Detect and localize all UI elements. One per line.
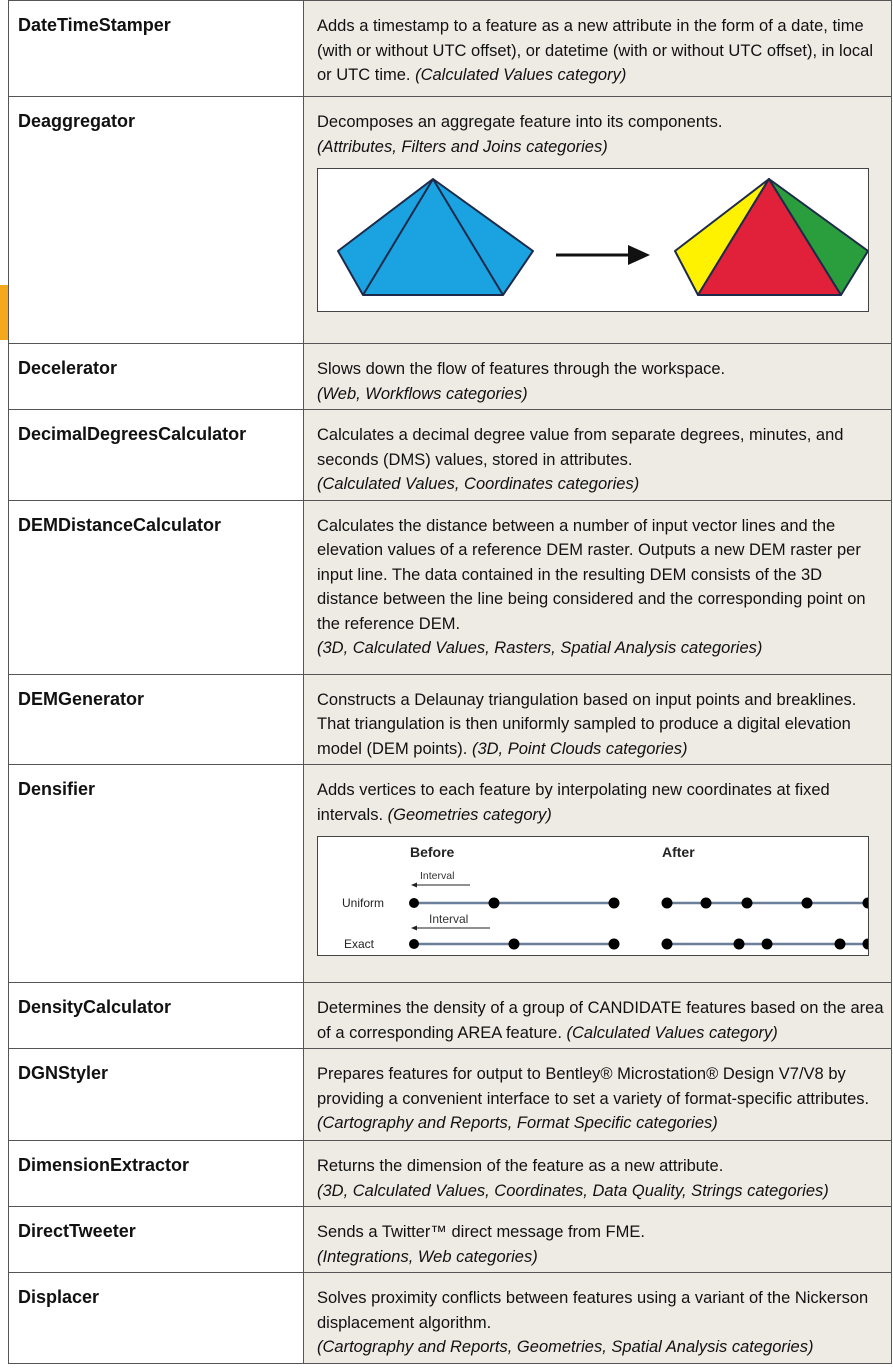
transformer-description bbox=[304, 674, 892, 765]
transformer-name: DEMDistanceCalculator bbox=[9, 500, 304, 674]
description-text: Constructs a Delaunay triangulation based on input points and breaklines. That triangulation is then uniformly sampled to produce a digital elevation model (DEM points). bbox=[317, 690, 857, 758]
densifier-figure bbox=[317, 836, 869, 956]
table-row bbox=[9, 1141, 892, 1207]
description-text: Calculates a decimal degree value from separate degrees, minutes, and seconds (DMS) values, stored in attributes. bbox=[317, 426, 844, 469]
description-text: Slows down the flow of features through the workspace. bbox=[317, 360, 726, 378]
category-text: (Web, Workflows categories) bbox=[317, 384, 528, 403]
transformer-name: DensityCalculator bbox=[9, 983, 304, 1049]
table-row bbox=[9, 500, 892, 674]
table-row bbox=[9, 97, 892, 344]
transformer-name: DimensionExtractor bbox=[9, 1141, 304, 1207]
table-row bbox=[9, 674, 892, 765]
transformer-description bbox=[304, 765, 892, 983]
transformer-name: Densifier bbox=[9, 765, 304, 983]
uniform-label: Uniform bbox=[342, 896, 385, 910]
description-text: Calculates the distance between a number of input vector lines and the elevation values of a reference DEM raster. Outputs a new DEM raster per input line. The data contained in the resulting DEM consists of the 3D distance between the line being considered and the corresponding point on the reference DEM. bbox=[317, 516, 866, 633]
transformer-description bbox=[304, 97, 892, 344]
category-text: (3D, Point Clouds categories) bbox=[471, 739, 688, 758]
transformer-description bbox=[304, 1, 892, 97]
transformer-name: DateTimeStamper bbox=[9, 1, 304, 97]
description-text: Decomposes an aggregate feature into its components. bbox=[317, 113, 723, 131]
transformer-name: DGNStyler bbox=[9, 1049, 304, 1141]
deaggregator-illustration bbox=[318, 169, 869, 311]
transformer-description bbox=[304, 1207, 892, 1273]
category-text: (Integrations, Web categories) bbox=[317, 1247, 538, 1266]
transformer-name: DecimalDegreesCalculator bbox=[9, 410, 304, 501]
deaggregator-figure bbox=[317, 168, 869, 312]
category-text: (Calculated Values, Coordinates categories) bbox=[317, 475, 640, 493]
section-tab-marker bbox=[0, 285, 8, 340]
category-text: (Calculated Values category) bbox=[566, 1023, 778, 1042]
colored-pyramid-shape bbox=[675, 179, 868, 295]
table-row bbox=[9, 410, 892, 501]
category-text: (3D, Calculated Values, Coordinates, Data Quality, Strings categories) bbox=[317, 1181, 829, 1200]
description-text: Prepares features for output to Bentley® Microstation® Design V7/V8 by providing a convenient interface to set a variety of format-specific attributes. bbox=[317, 1065, 870, 1108]
transformer-name: Decelerator bbox=[9, 344, 304, 410]
exact-after-line bbox=[662, 939, 870, 950]
category-text: (Attributes, Filters and Joins categories) bbox=[317, 137, 608, 156]
transformer-description bbox=[304, 1049, 892, 1141]
transformer-description bbox=[304, 410, 892, 501]
before-label: Before bbox=[410, 844, 455, 860]
description-text: Solves proximity conflicts between features using a variant of the Nickerson displacement algorithm. bbox=[317, 1289, 869, 1332]
interval-label: Interval bbox=[420, 870, 455, 882]
interval-arrow-icon bbox=[411, 883, 470, 888]
densifier-illustration bbox=[318, 837, 869, 955]
table-row bbox=[9, 1049, 892, 1141]
transformer-description bbox=[304, 344, 892, 410]
description-text: Sends a Twitter™ direct message from FME. bbox=[317, 1223, 645, 1241]
transformer-description bbox=[304, 500, 892, 674]
table-row bbox=[9, 1273, 892, 1364]
exact-label: Exact bbox=[344, 937, 375, 951]
interval-label: Interval bbox=[429, 912, 469, 926]
transformer-name: Displacer bbox=[9, 1273, 304, 1364]
transformer-description bbox=[304, 983, 892, 1049]
transformer-table bbox=[8, 0, 892, 1364]
table-row bbox=[9, 1207, 892, 1273]
blue-pyramid-shape bbox=[338, 179, 533, 295]
transformer-name: DEMGenerator bbox=[9, 674, 304, 765]
after-label: After bbox=[662, 844, 695, 860]
transformer-description bbox=[304, 1141, 892, 1207]
description-text: Determines the density of a group of CANDIDATE features based on the area of a corresponding AREA feature. bbox=[317, 999, 884, 1042]
uniform-after-line bbox=[662, 898, 870, 909]
arrow-right-icon bbox=[556, 245, 650, 265]
category-text: (Cartography and Reports, Geometries, Spatial Analysis categories) bbox=[317, 1338, 814, 1356]
category-text: (3D, Calculated Values, Rasters, Spatial Analysis categories) bbox=[317, 639, 763, 657]
table-row bbox=[9, 1, 892, 97]
transformer-description bbox=[304, 1273, 892, 1364]
table-row bbox=[9, 983, 892, 1049]
transformer-name: DirectTweeter bbox=[9, 1207, 304, 1273]
table-row bbox=[9, 765, 892, 983]
category-text: (Cartography and Reports, Format Specific categories) bbox=[317, 1114, 718, 1132]
description-text: Returns the dimension of the feature as a new attribute. bbox=[317, 1157, 724, 1175]
uniform-before-line bbox=[409, 898, 620, 909]
category-text: (Calculated Values category) bbox=[415, 66, 627, 84]
description-text: Adds vertices to each feature by interpolating new coordinates at fixed intervals. bbox=[317, 781, 830, 824]
interval-arrow-icon bbox=[411, 926, 490, 931]
exact-before-line bbox=[409, 939, 620, 950]
description-text: Adds a timestamp to a feature as a new attribute in the form of a date, time (with or without UTC offset), or datetime (with or without UTC offset), in local or UTC time. bbox=[317, 17, 873, 84]
category-text: (Geometries category) bbox=[387, 805, 552, 824]
table-row bbox=[9, 344, 892, 410]
transformer-name: Deaggregator bbox=[9, 97, 304, 344]
